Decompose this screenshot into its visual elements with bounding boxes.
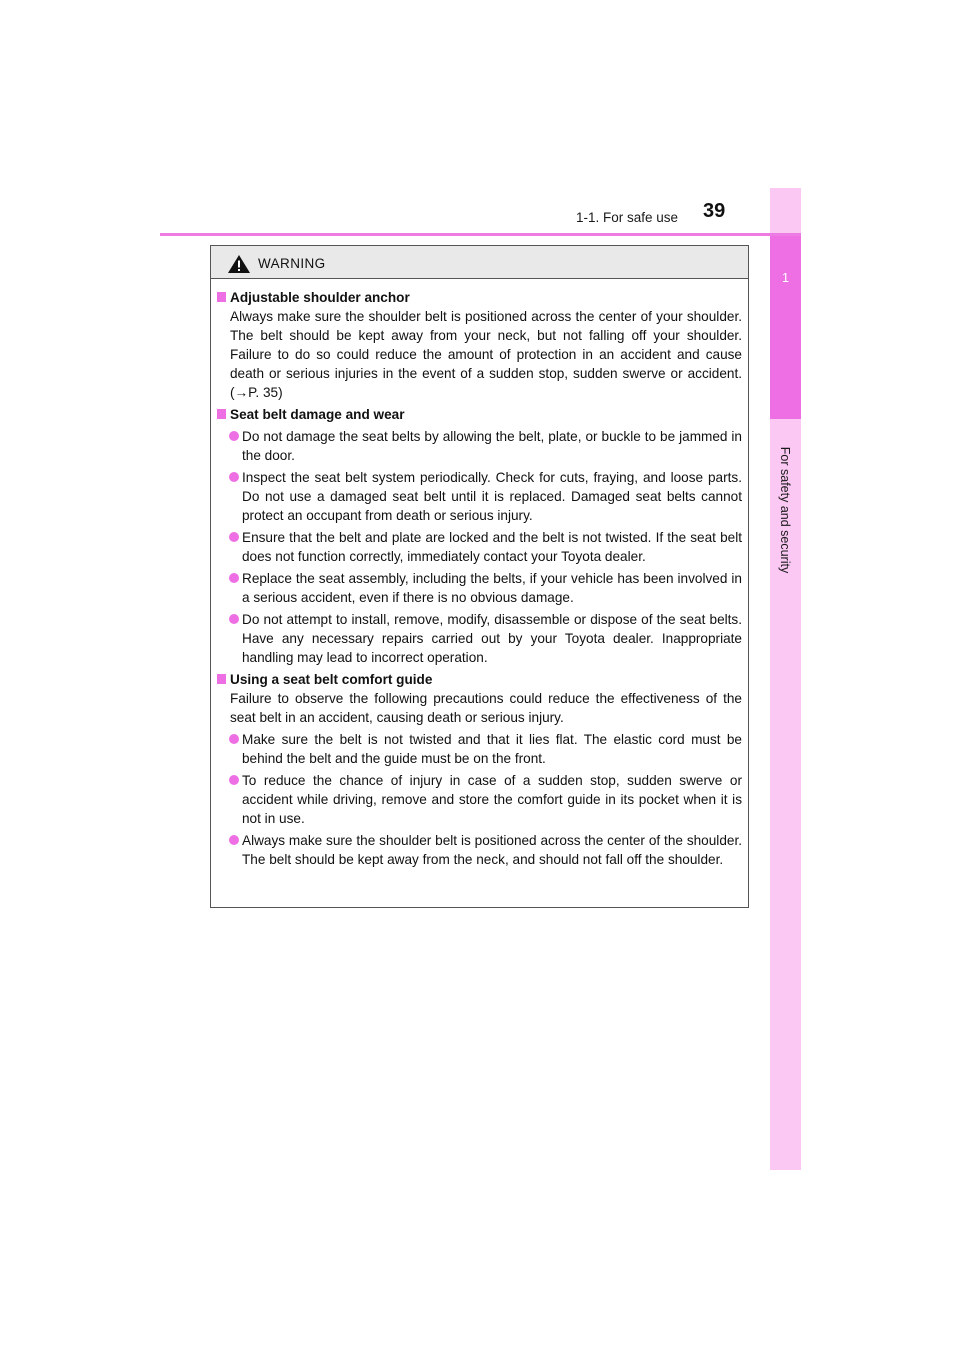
round-bullet-icon [229, 734, 239, 744]
section-heading-belt-damage: Seat belt damage and wear [217, 405, 742, 424]
header-rule [160, 233, 801, 236]
square-bullet-icon [217, 674, 226, 684]
square-bullet-icon [217, 292, 226, 302]
section-text-comfort-guide: Failure to observe the following precautions could reduce the effectiveness of the seat belt in an accident, causing death or serious injury. [230, 691, 742, 725]
list-item: Always make sure the shoulder belt is positioned across the center of the shoulder. The belt should be kept away from the neck, and should not fall off the shoulder. [217, 831, 742, 869]
list-item: Do not attempt to install, remove, modify, disassemble or dispose of the seat belts. Have any necessary repairs carried out by your Toyota dealer. Inappropriate handling may lead to incorrect operation. [217, 610, 742, 667]
warning-body [211, 279, 748, 869]
round-bullet-icon [229, 573, 239, 583]
warning-header [211, 246, 748, 279]
round-bullet-icon [229, 532, 239, 542]
chapter-title-container [770, 430, 801, 590]
chapter-title: For safety and security [778, 446, 793, 574]
round-bullet-icon [229, 431, 239, 441]
list-item: Make sure the belt is not twisted and that it lies flat. The elastic cord must be behind the belt and the guide must be on the front. [217, 730, 742, 768]
section-heading-comfort-guide: Using a seat belt comfort guide [217, 670, 742, 689]
list-item: Ensure that the belt and plate are locked and the belt is not twisted. If the seat belt does not function correctly, immediately contact your Toyota dealer. [217, 528, 742, 566]
list-item: To reduce the chance of injury in case of a sudden stop, sudden swerve or accident while driving, remove and store the comfort guide in its pocket when it is not in use. [217, 771, 742, 828]
list-item: Inspect the seat belt system periodically. Check for cuts, fraying, and loose parts. Do not use a damaged seat belt until it is replaced. Damaged seat belts cannot protect an occupant from death or serious injury. [217, 468, 742, 525]
round-bullet-icon [229, 472, 239, 482]
warning-label: WARNING [258, 256, 326, 271]
round-bullet-icon [229, 835, 239, 845]
round-bullet-icon [229, 775, 239, 785]
round-bullet-icon [229, 614, 239, 624]
section-text-shoulder-anchor: Always make sure the shoulder belt is positioned across the center of your shoulder. The belt should be kept away from your neck, but not falling off your shoulder. Failure to do so could reduce the amount of protection in an accident and cause death or serious injuries in the event of a sudden stop, sudden swerve or accident. (→P. 35) [230, 309, 742, 400]
list-item: Replace the seat assembly, including the belts, if your vehicle has been involved in a serious accident, even if there is no obvious damage. [217, 569, 742, 607]
page-number: 39 [703, 200, 726, 222]
square-bullet-icon [217, 409, 226, 419]
chapter-number: 1 [770, 236, 801, 419]
section-heading-shoulder-anchor: Adjustable shoulder anchor [217, 288, 742, 307]
warning-box [210, 245, 749, 908]
warning-triangle-icon [227, 254, 251, 274]
section-title: 1-1. For safe use [576, 210, 679, 225]
list-item: Do not damage the seat belts by allowing the belt, plate, or buckle to be jammed in the door. [217, 427, 742, 465]
